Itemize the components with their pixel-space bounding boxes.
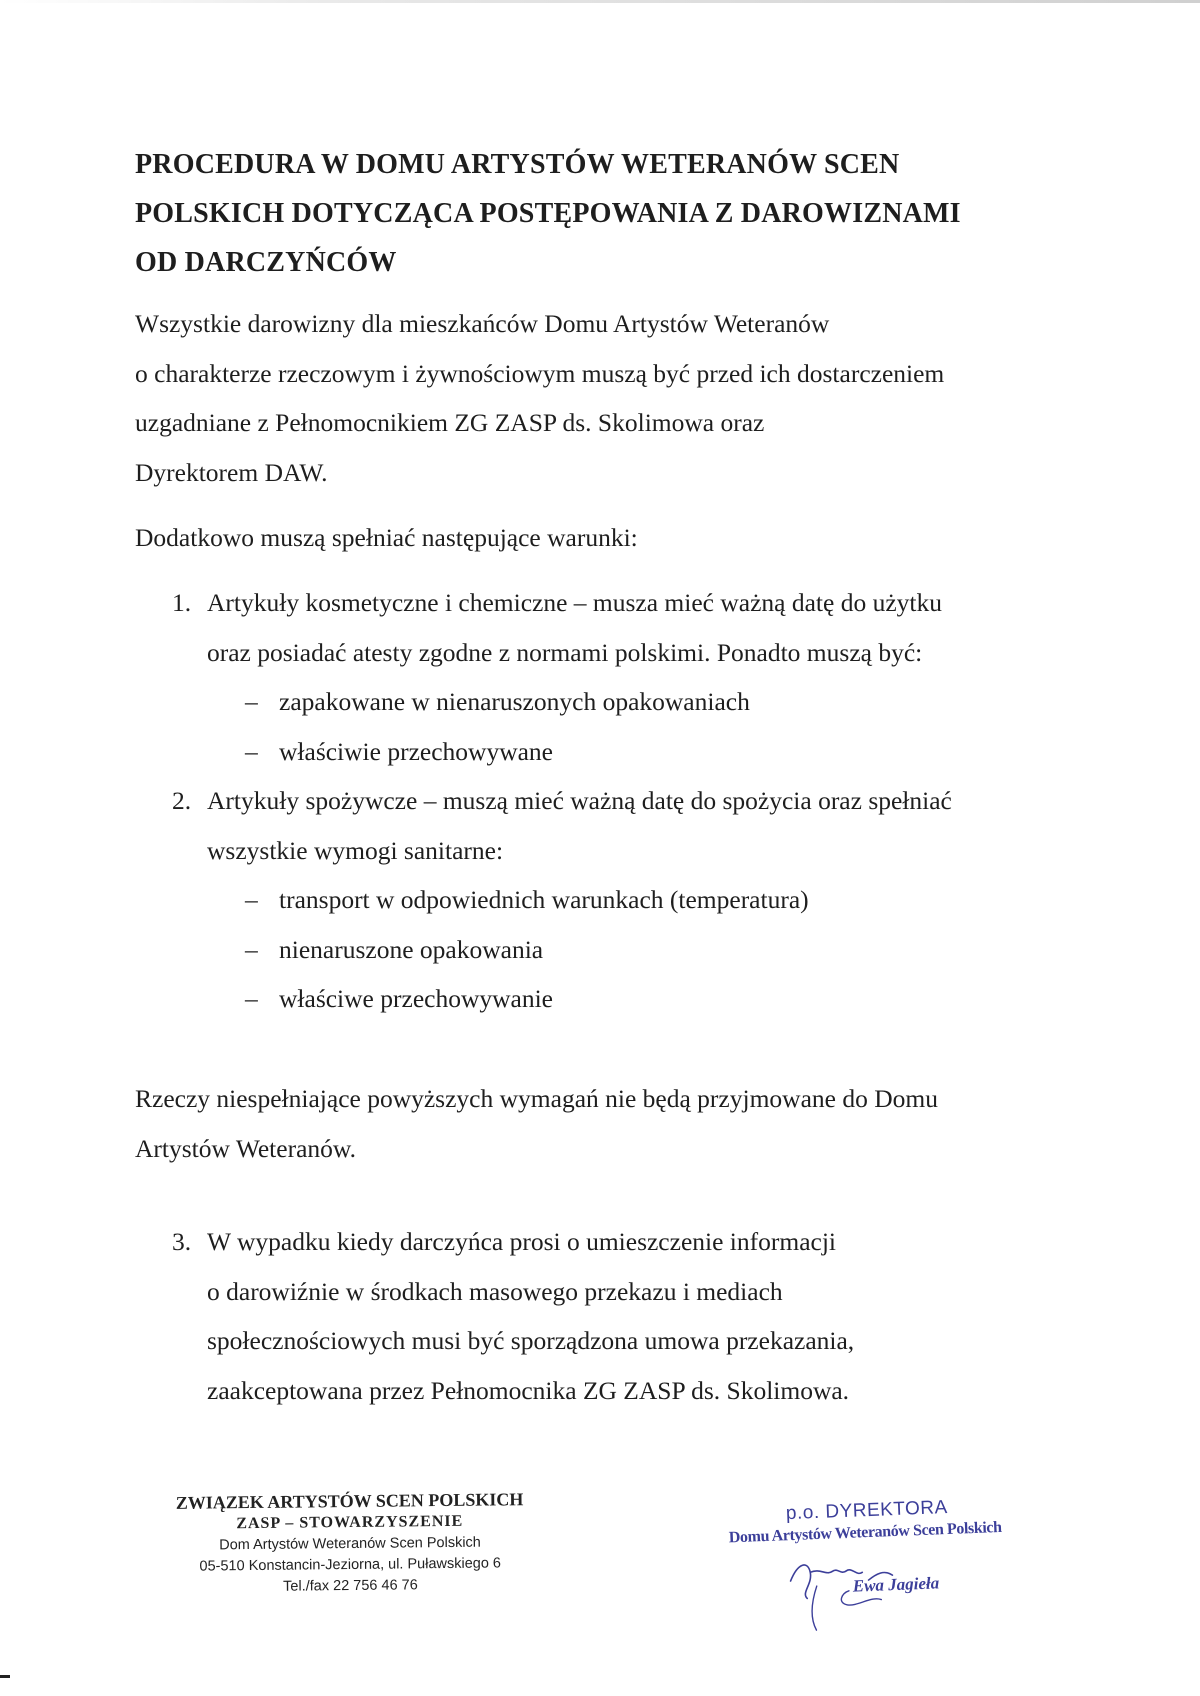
sub-item-text: właściwie przechowywane [279,736,554,766]
list-number-1: 1. [172,588,192,617]
title-line-1: PROCEDURA W DOMU ARTYSTÓW WETERANÓW SCEN [135,149,900,180]
intro-line-3: uzgadniane z Pełnomocnikiem ZG ZASP ds. Skolimowa oraz [135,408,765,437]
item-1-line-2: oraz posiadać atesty zgodne z normami polskimi. Ponadto muszą być: [207,637,923,667]
item-3-line-3: społecznościowych musi być sporządzona umowa przekazania, [207,1326,855,1355]
scan-top-edge [0,0,1200,3]
item-3-line-2: o darowiźnie w środkach masowego przekazu i mediach [207,1276,783,1306]
item-2-line-2: wszystkie wymogi sanitarne: [207,835,504,865]
dash-bullet: – [245,885,258,914]
dash-bullet: – [245,687,258,716]
intro-line-1: Wszystkie darowizny dla mieszkańców Domu Artystów Weteranów [135,309,830,338]
list-item-3 [135,1217,1075,1415]
dash-bullet: – [245,736,258,766]
sub-item [135,727,1075,777]
rejection-paragraph [135,1074,1075,1173]
conditions-list [135,578,1075,1024]
director-stamp-subtitle: Domu Artystów Weteranów Scen Polskich [728,1518,1002,1547]
item-3-list [135,1217,1075,1415]
sub-item [135,677,1075,727]
director-stamp-title: p.o. DYREKTORA [785,1496,949,1525]
stamp-phone: Tel./fax 22 756 46 76 [283,1577,418,1595]
intro-paragraph [135,299,1075,497]
sub-item-text: transport w odpowiednich warunkach (temperatura) [279,885,809,914]
title-line-3: OD DARCZYŃCÓW [135,247,397,278]
intro-line-2: o charakterze rzeczowym i żywnościowym muszą być przed ich dostarczeniem [135,358,945,388]
intro-line-4: Dyrektorem DAW. [135,457,328,487]
list-number-3: 3. [172,1227,192,1256]
dash-bullet: – [245,934,258,964]
item-2-line-1: Artykuły spożywcze – muszą mieć ważną datę do spożycia oraz spełniać [207,786,952,815]
sub-item [135,925,1075,975]
list-item-2 [135,776,1075,1024]
stamp-address-line-2: 05-510 Konstancin-Jeziorna, ul. Puławskiego 6 [199,1555,502,1575]
stamp-org-line-2: ZASP – STOWARZYSZENIE [236,1512,464,1533]
conditions-intro: Dodatkowo muszą spełniać następujące warunki: [135,523,638,552]
director-name: Ewa Jagieła [852,1573,940,1596]
sub-item [135,875,1075,925]
rejection-line-2: Artystów Weteranów. [135,1133,357,1163]
list-number-2: 2. [172,786,192,815]
stamp-address-line-1: Dom Artystów Weteranów Scen Polskich [219,1534,481,1554]
rejection-line-1: Rzeczy niespełniające powyższych wymagań nie będą przyjmowane do Domu [135,1084,938,1113]
sub-item [135,974,1075,1024]
document-title [135,140,1035,287]
item-3-line-1: W wypadku kiedy darczyńca prosi o umieszczenie informacji [207,1227,836,1256]
scan-edge-mark [0,1675,10,1678]
dash-bullet: – [245,984,258,1013]
item-1-sublist [207,677,1075,776]
sub-item-text: nienaruszone opakowania [279,934,544,964]
director-stamp [708,1494,1033,1636]
item-1-line-1: Artykuły kosmetyczne i chemiczne – musza mieć ważną datę do użytku [207,588,942,617]
sub-item-text: zapakowane w nienaruszonych opakowaniach [279,687,750,716]
item-3-line-4: zaakceptowana przez Pełnomocnika ZG ZASP ds. Skolimowa. [207,1375,850,1405]
list-item-1 [135,578,1075,776]
organization-stamp [169,1488,530,1599]
sub-item-text: właściwe przechowywanie [279,984,554,1013]
title-line-2: POLSKICH DOTYCZĄCA POSTĘPOWANIA Z DAROWIZNAMI [135,198,961,229]
item-2-sublist [207,875,1075,1024]
stamp-org-line-1: ZWIĄZEK ARTYSTÓW SCEN POLSKICH [175,1489,524,1513]
